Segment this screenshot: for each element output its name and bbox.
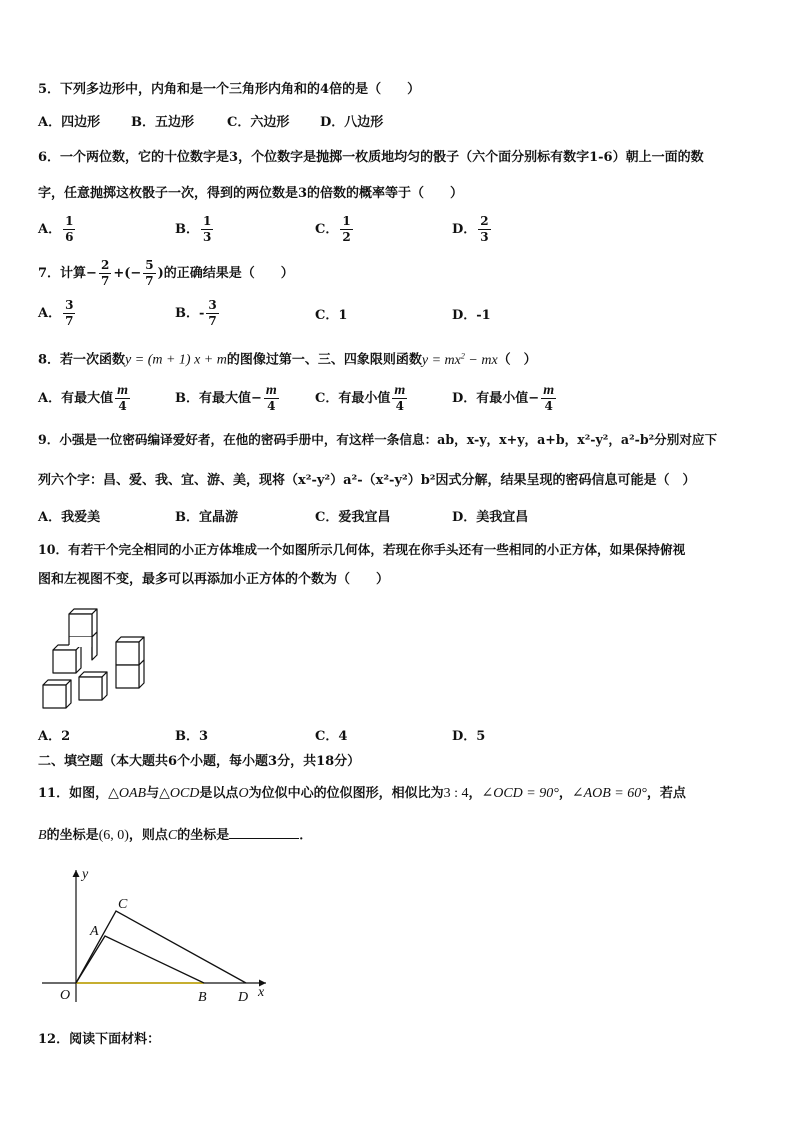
ratio: 3 : 4 xyxy=(443,786,469,801)
q7-option-b xyxy=(175,298,221,329)
q7-option-a xyxy=(38,298,77,329)
q7-operator: +(− xyxy=(113,266,142,281)
fraction xyxy=(201,214,213,245)
numerator: 2 xyxy=(480,214,489,228)
quadratic-function xyxy=(422,353,498,368)
q9-option-c: C．爱我宜昌 xyxy=(315,510,391,525)
cube xyxy=(92,632,97,660)
point-o: O xyxy=(238,786,249,801)
fraction xyxy=(63,214,75,245)
option-label: A．有最大值 xyxy=(38,391,114,406)
q9-option-b: B．宜晶游 xyxy=(175,510,238,525)
quadratic-term: y = mx xyxy=(421,352,461,368)
fraction xyxy=(264,383,279,414)
fraction xyxy=(115,383,130,414)
denominator: 7 xyxy=(208,314,217,328)
cube xyxy=(116,637,144,665)
q10-option-b: B．3 xyxy=(175,729,209,744)
fraction xyxy=(206,298,218,329)
numerator: 1 xyxy=(203,214,212,228)
triangle-oab: △OAB xyxy=(108,786,147,801)
numerator: 3 xyxy=(208,298,217,312)
q8-middle: 的图像过第一、三、四象限则函数 xyxy=(226,352,422,368)
q8-option-b xyxy=(175,383,281,414)
sign: − xyxy=(528,391,540,406)
numerator: 1 xyxy=(342,214,351,228)
q10-stem-line1: 10．有若干个完全相同的小正方体堆成一个如图所示几何体，若现在你手头还有一些相同的小正方体，如果保持俯视 xyxy=(38,542,686,557)
angle-aob: ∠AOB = 60° xyxy=(571,786,647,801)
cube xyxy=(53,645,81,673)
q11-stem-line1 xyxy=(38,784,686,804)
denominator: 3 xyxy=(203,230,212,244)
denominator: 7 xyxy=(65,314,74,328)
option-label: B． xyxy=(175,222,199,237)
q7-option-d: D．-1 xyxy=(452,308,491,323)
denominator: 4 xyxy=(267,399,276,413)
fraction xyxy=(143,258,155,289)
option-label: C．有最小值 xyxy=(315,391,391,406)
label-a: A xyxy=(90,924,99,939)
option-label: A． xyxy=(38,306,62,321)
q9-stem-line2: 列六个字：昌、爱、我、宜、游、美，现将（x²-y²）a²-（x²-y²）b²因式分解，结果呈现的密码信息可能是（ ） xyxy=(38,473,696,488)
q9-option-a: A．我爱美 xyxy=(38,510,101,525)
coordinate: (6, 0) xyxy=(98,828,129,843)
q8-suffix: （ ） xyxy=(497,352,537,368)
cube xyxy=(79,672,107,700)
option-label: D．有最小值 xyxy=(452,391,529,406)
q5-option-b: B．五边形 xyxy=(131,115,194,130)
q9-stem-line1: 9．小强是一位密码编译爱好者，在他的密码手册中，有这样一条信息：ab，x-y，x+y，a+b，x²-y²，a²-b²分别对应下 xyxy=(38,432,718,447)
sign: − xyxy=(251,391,262,406)
q5-stem: 5．下列多边形中，内角和是一个三角形内角和的4倍的是（ ） xyxy=(38,82,421,97)
exponent: 2 xyxy=(460,351,465,360)
q7-option-c: C．1 xyxy=(315,308,348,323)
q11-part: ，则点 xyxy=(128,828,168,843)
label-c: C xyxy=(118,897,128,912)
denominator: 3 xyxy=(480,230,489,244)
option-label: C． xyxy=(315,222,339,237)
q5-option-d: D．八边形 xyxy=(320,115,384,130)
x-label: x xyxy=(258,985,265,1000)
label-b: B xyxy=(198,990,207,1005)
close-paren: ) xyxy=(157,266,164,281)
cube xyxy=(69,609,97,637)
q7-stem xyxy=(38,258,294,289)
denominator: 4 xyxy=(544,399,553,413)
q11-part: 是以点 xyxy=(199,786,239,801)
q5-option-a: A．四边形 xyxy=(38,115,101,130)
q8-option-a xyxy=(38,383,132,414)
q11-part: ． xyxy=(299,828,313,843)
q8-option-c xyxy=(315,383,409,414)
denominator: 6 xyxy=(65,230,74,244)
q11-part: ， xyxy=(558,786,572,801)
q10-option-d: D．5 xyxy=(452,729,486,744)
numerator: m xyxy=(543,383,555,398)
fraction xyxy=(392,383,407,414)
cube xyxy=(43,680,71,708)
option-label: A． xyxy=(38,222,62,237)
q5-option-c: C．六边形 xyxy=(227,115,290,130)
q7-suffix: 的正确结果是（ ） xyxy=(163,266,294,281)
similar-triangles-figure xyxy=(36,862,281,1007)
q11-part: ， xyxy=(468,786,482,801)
numerator: 2 xyxy=(100,258,110,272)
option-label: B．- xyxy=(175,306,205,321)
label-o: O xyxy=(60,988,71,1003)
q6-option-d xyxy=(452,214,493,245)
q7-prefix: 7．计算 xyxy=(38,266,87,281)
q8-prefix: 8．若一次函数 xyxy=(38,352,126,368)
minus-sign: − xyxy=(86,266,97,281)
q11-part: 为位似中心的位似图形，相似比为 xyxy=(248,786,444,801)
q6-option-c xyxy=(315,214,355,245)
q10-option-a: A．2 xyxy=(38,729,71,744)
q11-part: 的坐标是 xyxy=(177,828,230,843)
q6-option-b xyxy=(175,214,215,245)
linear-function: y = (m + 1) x + m xyxy=(125,352,227,368)
fraction xyxy=(99,258,111,289)
q8-stem xyxy=(38,346,537,371)
section-heading: 二、填空题（本大题共6个小题，每小题3分，共18分） xyxy=(38,754,361,769)
numerator: 3 xyxy=(65,298,74,312)
q10-stem-line2: 图和左视图不变，最多可以再添加小正方体的个数为（ ） xyxy=(38,572,390,587)
denominator: 4 xyxy=(395,399,404,413)
fraction xyxy=(340,214,352,245)
q11-part: 的坐标是 xyxy=(46,828,99,843)
fraction xyxy=(541,383,556,414)
q6-option-a xyxy=(38,214,77,245)
y-label: y xyxy=(82,867,89,882)
triangle-ocd xyxy=(76,911,246,983)
point-c: C xyxy=(167,828,178,843)
q10-option-c: C．4 xyxy=(315,729,348,744)
q6-stem-line2: 字，任意抛掷这枚骰子一次，得到的两位数是3的倍数的概率等于（ ） xyxy=(38,186,464,201)
numerator: 5 xyxy=(145,258,154,272)
denominator: 4 xyxy=(118,399,127,413)
denominator: 7 xyxy=(145,274,154,288)
option-label: D． xyxy=(452,222,477,237)
linear-term: − mx xyxy=(464,352,498,368)
denominator: 7 xyxy=(100,274,110,288)
numerator: m xyxy=(394,383,406,398)
answer-blank[interactable] xyxy=(229,826,299,839)
triangle-ocd: △OCD xyxy=(159,786,200,801)
angle-ocd: ∠OCD = 90° xyxy=(481,786,559,801)
numerator: 1 xyxy=(65,214,74,228)
denominator: 2 xyxy=(342,230,351,244)
fraction xyxy=(63,298,75,329)
q11-part: 与 xyxy=(146,786,160,801)
q9-option-d: D．美我宜昌 xyxy=(452,510,529,525)
q8-option-d xyxy=(452,383,558,414)
triangle-oab xyxy=(76,936,204,983)
label-d: D xyxy=(238,990,249,1005)
q12-stem: 12．阅读下面材料： xyxy=(38,1032,161,1047)
numerator: m xyxy=(117,383,128,398)
point-b: B xyxy=(38,828,47,843)
numerator: m xyxy=(265,383,277,398)
q11-part: 11．如图， xyxy=(38,786,109,801)
option-label: B．有最大值 xyxy=(175,391,251,406)
q6-stem-line1: 6．一个两位数，它的十位数字是3，个位数字是抛掷一枚质地均匀的骰子（六个面分别标有数字1-6）朝上一面的数 xyxy=(38,150,704,165)
q11-part: ，若点 xyxy=(646,786,686,801)
q11-stem-line2 xyxy=(38,826,312,846)
fraction xyxy=(478,214,490,245)
cube-stack-figure xyxy=(40,605,160,717)
